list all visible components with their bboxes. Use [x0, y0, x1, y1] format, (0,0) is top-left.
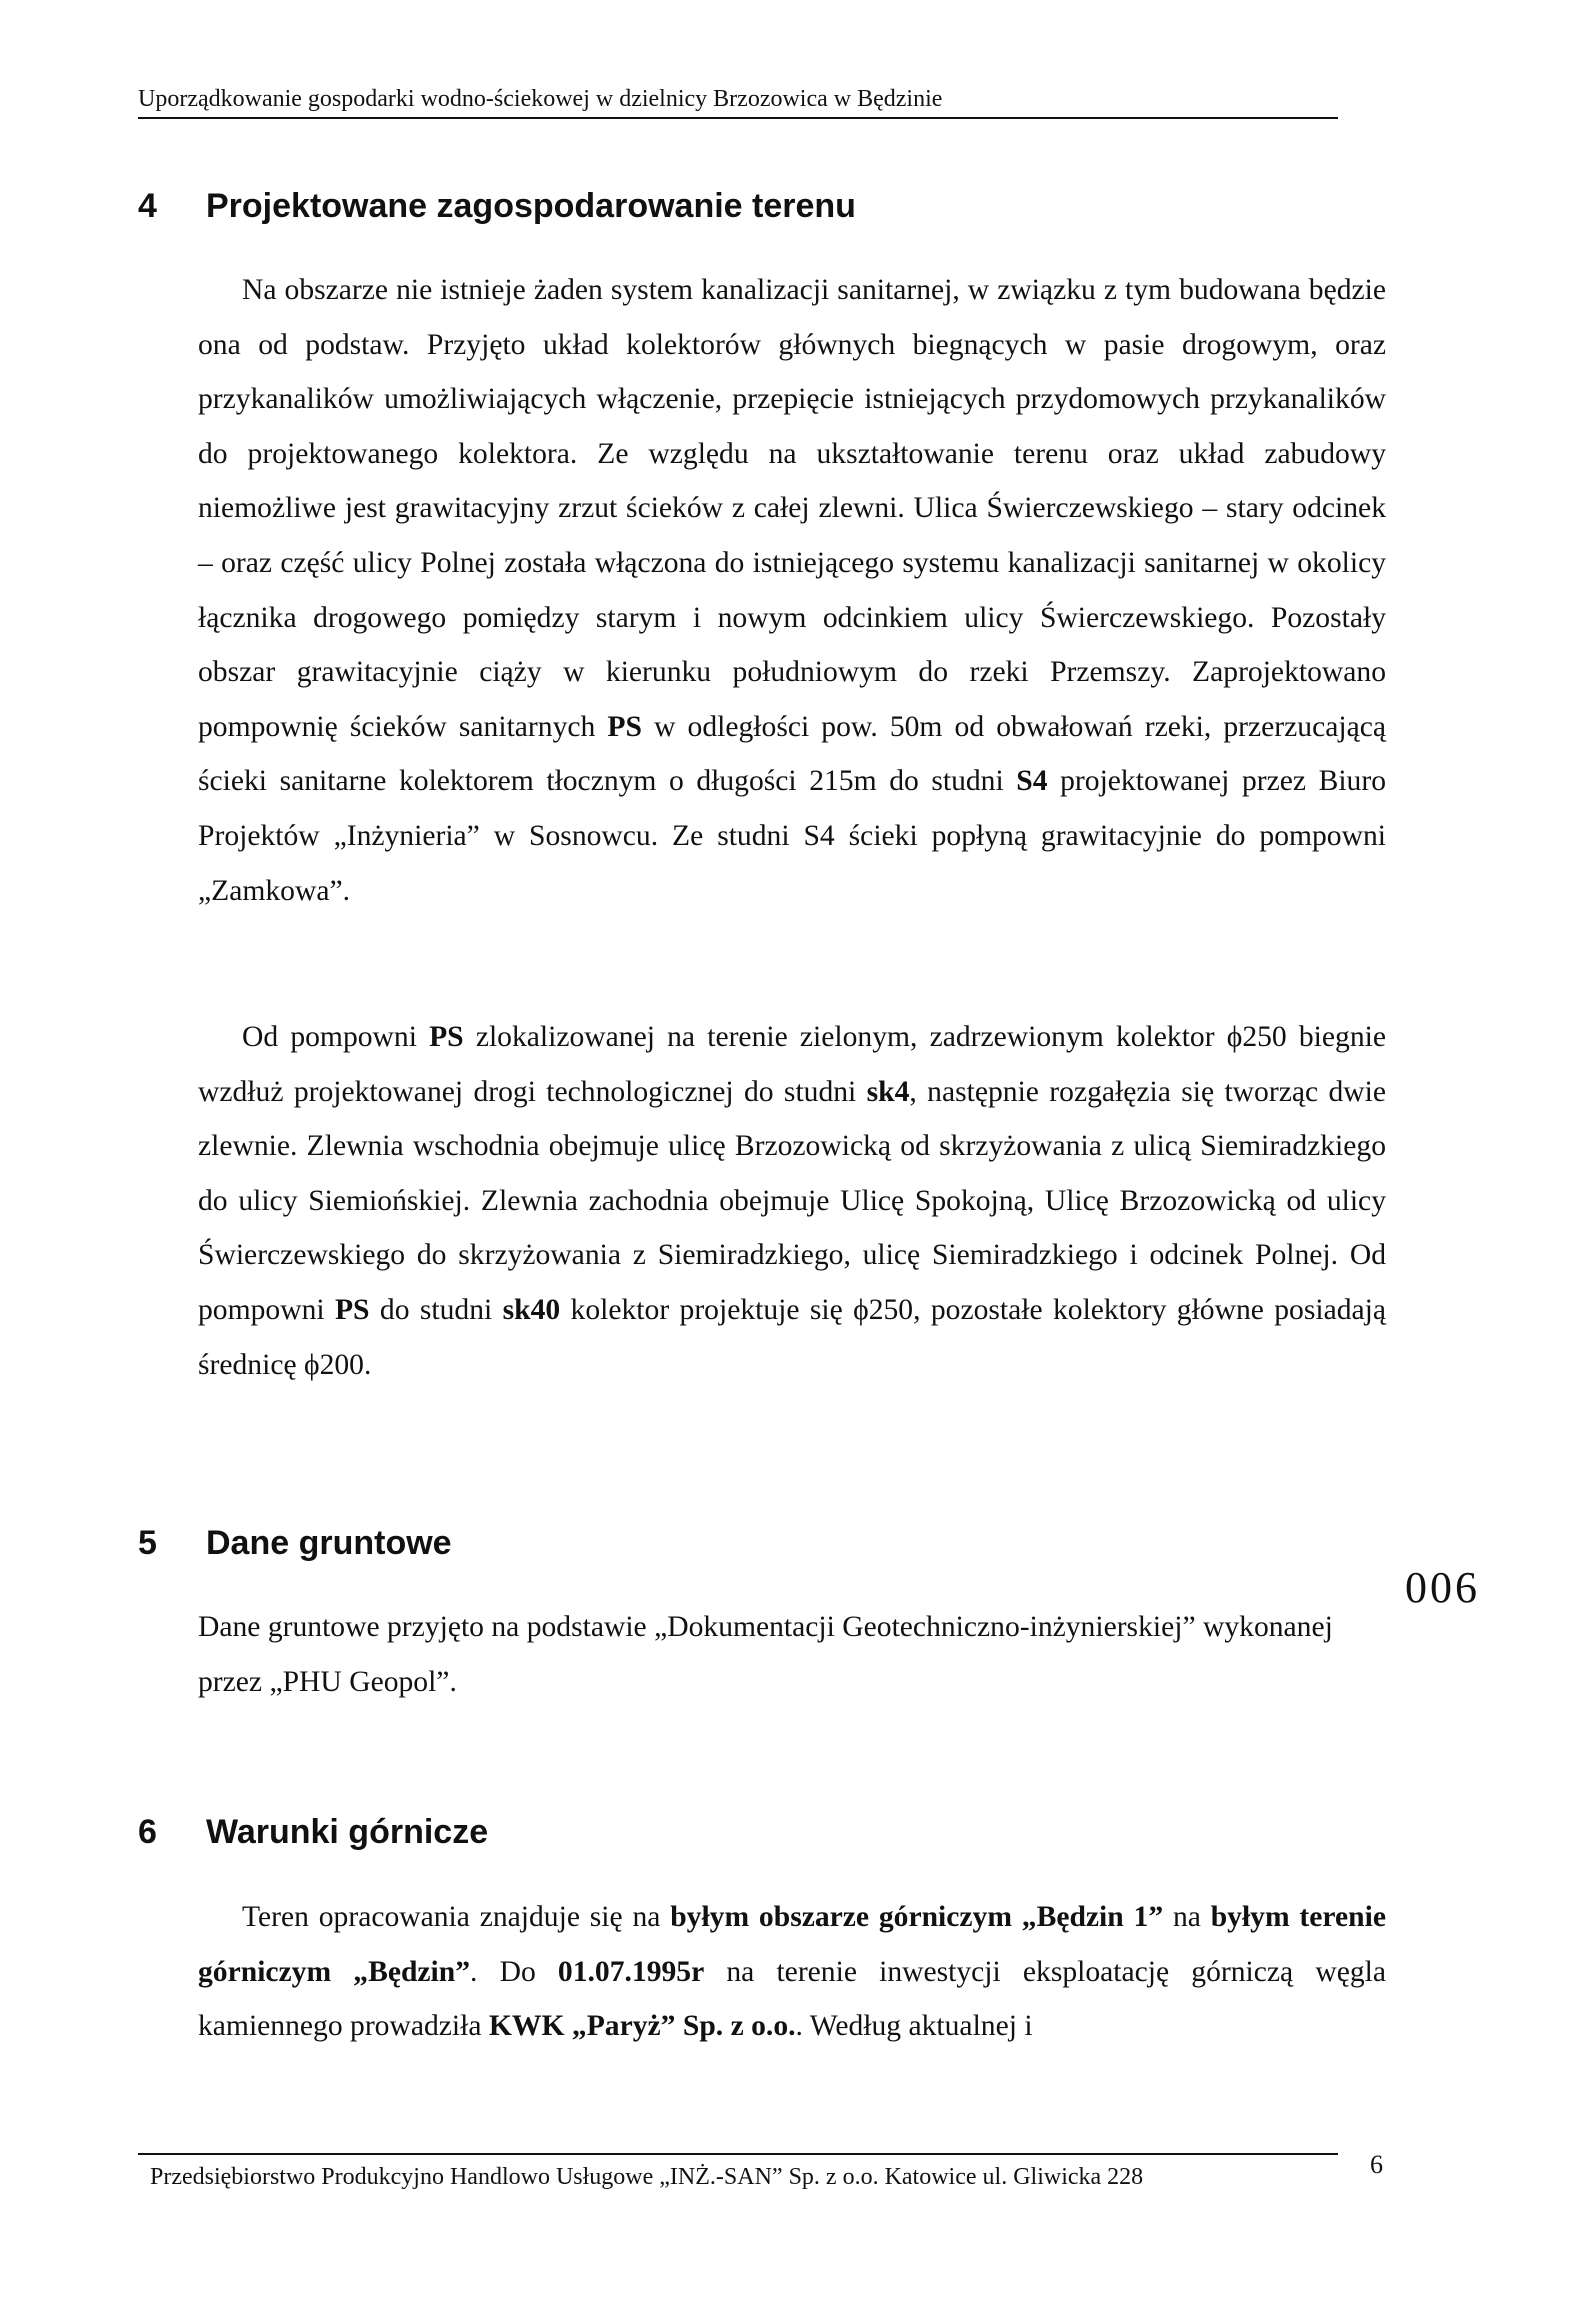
section-title: Dane gruntowe [206, 1524, 452, 1562]
section-6-paragraph: Teren opracowania znajduje się na byłym obszarze górniczym „Będzin 1” na byłym terenie górniczym „Będzin”. Do 01.07.1995r na terenie inwestycji eksploatację górniczą węgla kamiennego prowadziła KWK „Paryż” Sp. z o.o.. Według aktualnej i [198, 1901, 1386, 2043]
page-number: 6 [1370, 2150, 1383, 2179]
section-4-paragraph-1: Na obszarze nie istnieje żaden system kanalizacji sanitarnej, w związku z tym budowana będzie ona od podstaw. Przyjęto układ kolektorów głównych biegnących w pasie drogowym, oraz przykanalików umożliwiających włączenie, przepięcie istniejących przydomowych przykanalików do projektowanego kolektora. Ze względu na ukształtowanie terenu oraz układ zabudowy niemożliwe jest grawitacyjny zrzut ścieków z całej zlewni. Ulica Świerczewskiego – stary odcinek – oraz część ulicy Polnej została włączona do istniejącego systemu kanalizacji sanitarnej w okolicy łącznika drogowego pomiędzy starym i nowym odcinkiem ulicy Świerczewskiego. Pozostały obszar grawitacyjnie ciąży w kierunku południowym do rzeki Przemszy. Zaprojektowano pompownię ścieków sanitarnych PS w odległości pow. 50m od obwałowań rzeki, przerzucającą ścieki sanitarne kolektorem tłocznym o długości 215m do studni S4 projektowanej przez Biuro Projektów „Inżynieria” w Sosnowcu. Ze studni S4 ścieki popłyną grawitacyjnie do pompowni „Zamkowa”. [198, 274, 1387, 907]
section-5-paragraph: Dane gruntowe przyjęto na podstawie „Dokumentacji Geotechniczno-inżynierskiej” wykonanej przez „PHU Geopol”. [198, 1611, 1333, 1698]
footer-rule [138, 2153, 1338, 2155]
section-5-heading [138, 1523, 452, 1563]
section-number: 5 [138, 1524, 157, 1562]
section-6-heading [138, 1812, 488, 1852]
header-rule [138, 117, 1338, 119]
section-number: 6 [138, 1813, 157, 1851]
section-4-heading [138, 186, 856, 226]
running-header: Uporządkowanie gospodarki wodno-ściekowej w dzielnicy Brzozowica w Będzinie [138, 86, 943, 112]
footer-company: Przedsiębiorstwo Produkcyjno Handlowo Usługowe „INŻ.-SAN” Sp. z o.o. Katowice ul. Gliwicka 228 [150, 2164, 1144, 2190]
section-title: Warunki górnicze [206, 1813, 489, 1851]
section-4-paragraph-2: Od pompowni PS zlokalizowanej na terenie zielonym, zadrzewionym kolektor ϕ250 biegnie wzdłuż projektowanej drogi technologicznej do studni sk4, następnie rozgałęzia się tworząc dwie zlewnie. Zlewnia wschodnia obejmuje ulicę Brzozowicką od skrzyżowania z ulicą Siemiradzkiego do ulicy Siemiońskiej. Zlewnia zachodnia obejmuje Ulicę Spokojną, Ulicę Brzozowicką od ulicy Świerczewskiego do skrzyżowania z Siemiradzkiego, ulicę Siemiradzkiego i odcinek Polnej. Od pompowni PS do studni sk40 kolektor projektuje się ϕ250, pozostałe kolektory główne posiadają średnicę ϕ200. [198, 1021, 1387, 1381]
page-stamp: 006 [1405, 1563, 1480, 1612]
section-title: Projektowane zagospodarowanie terenu [206, 187, 856, 225]
section-number: 4 [138, 187, 157, 225]
